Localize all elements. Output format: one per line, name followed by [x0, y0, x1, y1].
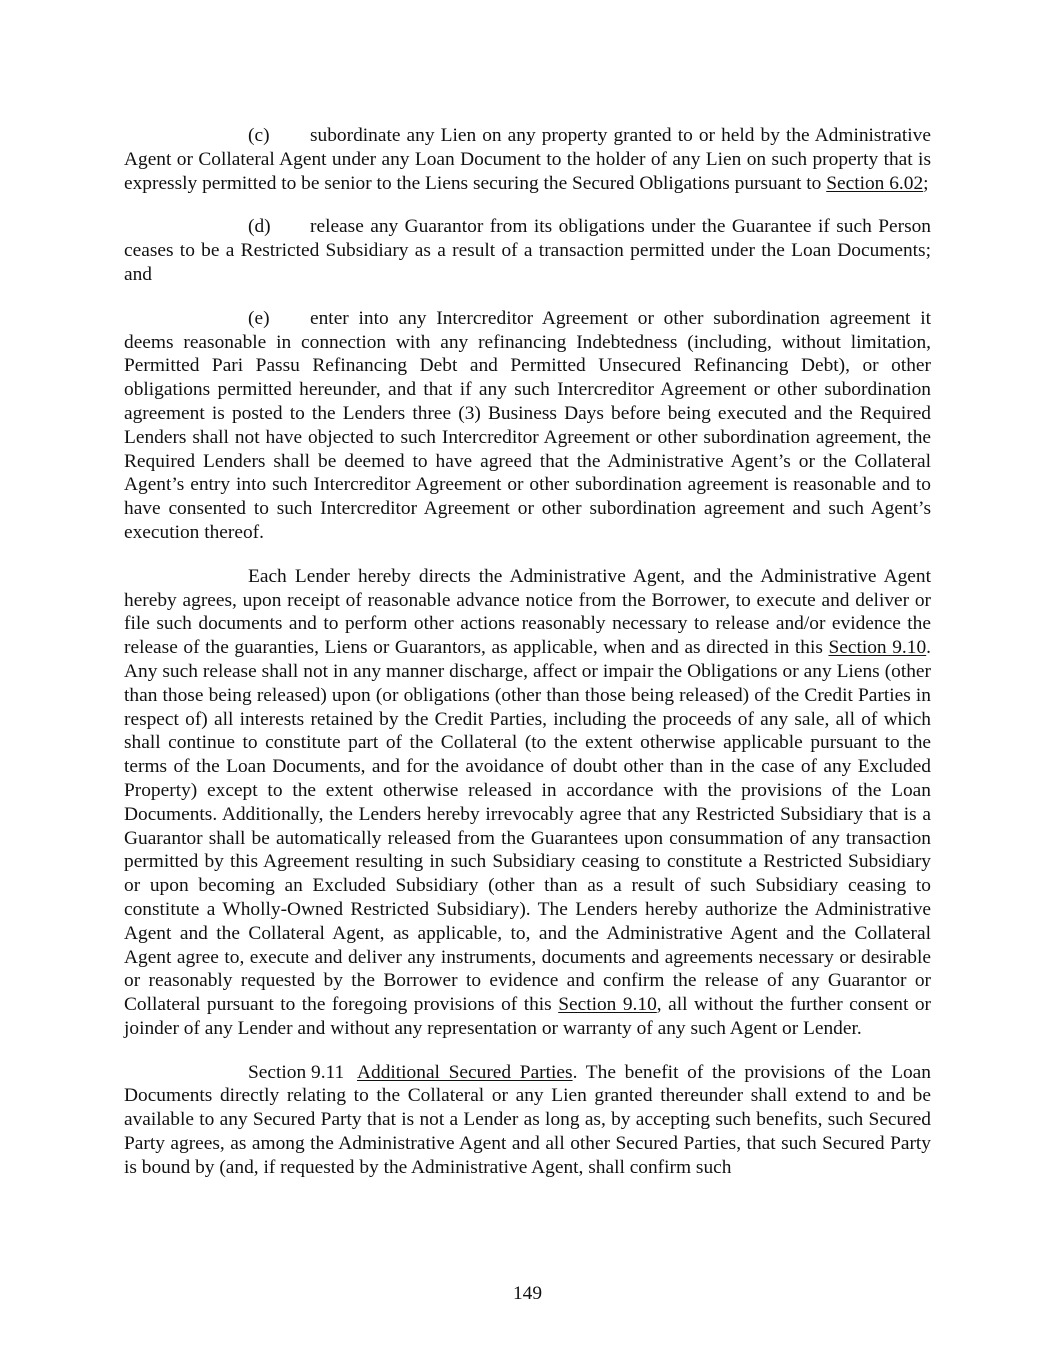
section-9-11 [124, 1061, 931, 1180]
section-9-10-reference-2: Section 9.10 [558, 994, 657, 1016]
clause-e [124, 307, 931, 545]
clause-e-text: enter into any Intercreditor Agreement or other subordination agreement it deems reasonable in connection with any refinancing Indebtedness (including, without limitation, Permitted Pari Passu Refinancing Debt and Permitted Unsecured Refinancing Debt), or other obligations permitted hereunder, and that if any such Intercreditor Agreement or other subordination agreement is posted to the Lenders three (3) Business Days before being executed and the Required Lenders shall not have objected to such Intercreditor Agreement or other subordination agreement, the Required Lenders shall be deemed to have agreed that the Administrative Agent’s or the Collateral Agent’s entry into such Intercreditor Agreement or other subordination agreement is reasonable and to have consented to such Intercreditor Agreement or other subordination agreement and such Agent’s execution thereof. [124, 307, 931, 543]
section-9-10-reference: Section 9.10 [828, 637, 927, 659]
document-body [124, 124, 931, 1200]
clause-d-text: release any Guarantor from its obligations under the Guarantee if such Person ceases to be a Restricted Subsidiary as a result of a transaction permitted under the Loan Documents; and [124, 216, 931, 285]
section-6-02-reference: Section 6.02 [826, 172, 924, 194]
section-9-11-heading: Additional Secured Parties [357, 1061, 573, 1083]
lender-paragraph-text-1: Each Lender hereby directs the Administrative Agent, and the Administrative Agent hereby agrees, upon receipt of reasonable advance notice from the Borrower, to execute and deliver or file such documents and to perform other actions reasonably necessary to release and/or evidence the release of the guaranties, Liens or Guarantors, as applicable, when and as directed in this [124, 565, 931, 659]
clause-e-label: (e) [248, 307, 270, 329]
clause-c-label: (c) [248, 125, 270, 146]
lender-paragraph-text-3: , all without the further consent or joinder of any Lender and without any representation or warranty of any such Agent or Lender. [124, 994, 931, 1039]
section-9-11-number: Section 9.11 [248, 1061, 345, 1083]
clause-d [124, 215, 931, 286]
section-9-11-text: . The benefit of the provisions of the Loan Documents directly relating to the Collateral or any Lien granted thereunder shall extend to and be available to any Secured Party that is not a Lender as long as, by accepting such benefits, such Secured Party agrees, as among the Administrative Agent and all other Secured Parties, that such Secured Party is bound by (and, if requested by the Administrative Agent, shall confirm such [124, 1061, 931, 1178]
page-number: 149 [512, 1283, 543, 1304]
clause-c-text: subordinate any Lien on any property granted to or held by the Administrative Agent or Collateral Agent under any Loan Document to the holder of any Lien on such property that is expressly permitted to be senior to the Liens securing the Secured Obligations pursuant to [124, 125, 931, 194]
lender-direction-paragraph [124, 565, 931, 1041]
clause-c-text-end: ; [923, 172, 929, 194]
clause-c [124, 124, 931, 195]
lender-paragraph-text-2: . Any such release shall not in any manner discharge, affect or impair the Obligations or any Liens (other than those being released) upon (or obligations (other than those being released) of the Credit Parties in respect of) all interests retained by the Credit Parties, including the proceeds of any sale, all of which shall continue to constitute part of the Collateral (to the extent otherwise applicable pursuant to the terms of the Loan Documents, and for the avoidance of doubt other than in the case of any Excluded Property) except to the extent otherwise released in accordance with the provisions of the Loan Documents. Additionally, the Lenders hereby irrevocably agree that any Restricted Subsidiary that is a Guarantor shall be automatically released from the Guarantees upon consummation of any transaction permitted by this Agreement resulting in such Subsidiary ceasing to constitute a Restricted Subsidiary or upon becoming an Excluded Subsidiary (other than as a result of such Subsidiary ceasing to constitute a Wholly-Owned Restricted Subsidiary). The Lenders hereby authorize the Administrative Agent and the Collateral Agent, as applicable, to, and the Administrative Agent and the Collateral Agent agree to, execute and deliver any instruments, documents and agreements necessary or desirable or reasonably requested by the Borrower to evidence and confirm the release of any Guarantor or Collateral pursuant to the foregoing provisions of this [124, 637, 932, 1016]
clause-d-label: (d) [248, 216, 271, 238]
